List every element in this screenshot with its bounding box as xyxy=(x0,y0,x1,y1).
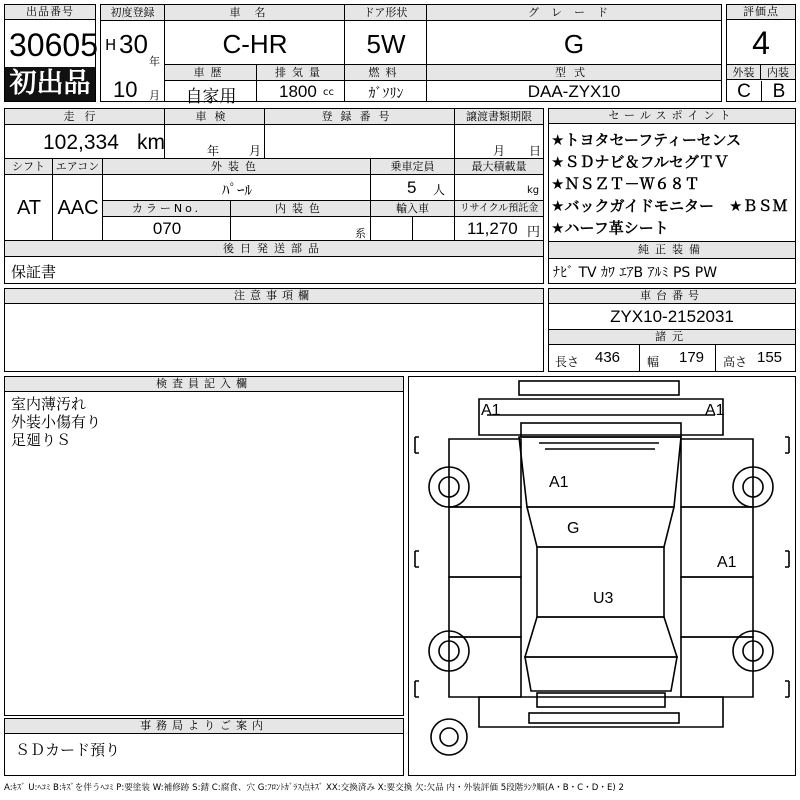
sales-points-block xyxy=(548,108,796,284)
notes-label: 注意事項欄 xyxy=(5,289,543,304)
rear-bumper-plate xyxy=(537,693,665,707)
bracket xyxy=(415,437,419,453)
fuel: ｶﾞｿﾘﾝ xyxy=(368,86,404,102)
width-label: 幅 xyxy=(647,355,660,369)
door-type: 5W xyxy=(366,29,406,59)
recycle-cell xyxy=(455,217,543,241)
front-bumper xyxy=(479,399,723,435)
km-unit: km xyxy=(137,131,165,154)
reg-year-cell xyxy=(101,21,165,68)
left-front-fender xyxy=(449,439,521,507)
recycle-label: リサイクル預託金 xyxy=(455,201,543,217)
aircon: AAC xyxy=(57,197,99,219)
month-unit: 月 xyxy=(149,89,160,102)
inspect-year-unit: 年 xyxy=(207,144,220,158)
seats-cell xyxy=(371,175,455,201)
load-unit: kg xyxy=(527,185,540,196)
import-label: 輸入車 xyxy=(371,201,455,217)
disp-label: 排気量 xyxy=(257,65,345,81)
office-note: ＳＤカード預り xyxy=(15,741,121,759)
regno-cell xyxy=(265,125,455,159)
rear-glass xyxy=(525,617,677,657)
damage-mark: A1 xyxy=(481,402,501,419)
import-cell-a xyxy=(371,217,413,241)
shift-label: シフト xyxy=(5,159,53,175)
inspect-cell xyxy=(165,125,265,159)
sales-point: ★バックガイドモニター ★ＢＳＭ xyxy=(551,197,788,215)
import-cell-b xyxy=(413,217,455,241)
damage-mark: A1 xyxy=(549,474,569,491)
trunk xyxy=(525,657,677,691)
bracket xyxy=(415,551,419,567)
colorno-label: カラーNo. xyxy=(103,201,231,217)
bracket xyxy=(415,681,419,697)
detail-grid xyxy=(4,108,544,284)
reg-month: 10 xyxy=(113,77,138,102)
transfer-month-unit: 月 xyxy=(493,144,506,158)
left-front-door xyxy=(449,507,521,577)
right-rear-door xyxy=(681,577,753,637)
color-number: 070 xyxy=(152,219,182,238)
sales-point: ★トヨタセーフティーセンス xyxy=(551,131,742,149)
ext-grade: C xyxy=(737,81,751,102)
reg-label: 初度登録 xyxy=(101,5,165,21)
height: 155 xyxy=(757,349,783,366)
chassis-block xyxy=(548,288,796,372)
grade-label: グレード xyxy=(427,5,721,21)
intcolor-unit: 系 xyxy=(355,227,366,240)
dims-label: 諸元 xyxy=(549,329,795,345)
fuel-cell xyxy=(345,81,427,101)
name-label: 車名 xyxy=(165,5,345,21)
width: 179 xyxy=(679,349,705,366)
lot-block xyxy=(4,4,96,102)
car-name: C-HR xyxy=(222,29,288,59)
exterior-color: ﾊﾟｰﾙ xyxy=(221,181,252,199)
damage-mark: U3 xyxy=(593,590,614,607)
chassis-number: ZYX10-2152031 xyxy=(610,307,734,326)
fuel-label: 燃料 xyxy=(345,65,427,81)
ac-cell xyxy=(53,175,103,241)
transfer-cell xyxy=(455,125,543,159)
equipment: ﾅﾋﾞ TV ｶﾜ ｴｱB ｱﾙﾐ PS PW xyxy=(553,265,718,281)
inspect-label: 車検 xyxy=(165,109,265,125)
inspector-line: 室内薄汚れ xyxy=(11,395,87,413)
damage-mark: G xyxy=(567,520,580,537)
model: DAA-ZYX10 xyxy=(527,82,621,101)
left-rear-door xyxy=(449,577,521,637)
transfer-day-unit: 日 xyxy=(529,144,542,158)
later-parts: 保証書 xyxy=(11,263,57,281)
damage-mark: A1 xyxy=(705,402,725,419)
ac-label: エアコン xyxy=(53,159,103,175)
notes-block xyxy=(4,288,544,372)
model-cell xyxy=(427,81,721,101)
door-cell xyxy=(345,21,427,65)
int-label: 内装 xyxy=(761,64,795,80)
sales-point: ★ＮＳＺＴ－Ｗ６８Ｔ xyxy=(551,175,700,193)
seat-label: 乗車定員 xyxy=(371,159,455,175)
height-label: 高さ xyxy=(723,355,748,369)
lot-label: 出品番号 xyxy=(5,5,95,20)
windshield xyxy=(527,507,674,547)
shift: AT xyxy=(16,197,42,219)
hood xyxy=(519,437,681,507)
mileage-cell xyxy=(5,125,165,159)
shift-cell xyxy=(5,175,53,241)
sales-point: ★ＳＤナビ＆フルセグＴＶ xyxy=(551,153,729,171)
damage-legend: A:ｷｽﾞ U:ﾍｺﾐ B:ｷｽﾞを伴うﾍｺﾐ P:要塗装 W:補修跡 S:錆 C:腐食、穴 G:ﾌﾛﾝﾄｶﾞﾗｽ点ｷｽﾞ XX:交換済み X:要交換 欠:欠品 内・外装評価 5段階ﾗﾝｸ順(A・B・C・D・E) 2 xyxy=(4,783,624,793)
history-cell xyxy=(165,81,257,107)
grade-cell xyxy=(427,21,721,65)
inspector-notes xyxy=(11,395,101,449)
first-listing-badge: 初出品 xyxy=(5,67,95,101)
model-label: 型式 xyxy=(427,65,721,81)
color-cell xyxy=(103,175,371,201)
seats: 5 xyxy=(407,178,417,197)
inspector-block xyxy=(4,376,404,716)
spare-wheel xyxy=(431,719,467,755)
history-label: 車歴 xyxy=(165,65,257,81)
load-label: 最大積載量 xyxy=(455,159,543,175)
disp-unit: cc xyxy=(323,87,334,98)
length-label: 長さ xyxy=(555,355,580,369)
load-cell xyxy=(455,175,543,201)
sales-points-label: セールスポイント xyxy=(549,109,795,124)
door-label: ドア形状 xyxy=(345,5,427,21)
history: 自家用 xyxy=(185,87,237,107)
intcolor-label: 内装色 xyxy=(231,201,371,217)
name-cell xyxy=(165,21,345,65)
reg-month-cell xyxy=(101,65,165,101)
regno-label: 登録番号 xyxy=(265,109,455,125)
displacement: 1800 xyxy=(279,82,317,101)
length: 436 xyxy=(595,349,621,366)
car-damage-diagram xyxy=(409,377,795,775)
lot-number: 30605 xyxy=(9,27,98,63)
office-label: 事務局よりご案内 xyxy=(5,719,403,734)
score-block xyxy=(726,4,796,102)
color-label: 外装色 xyxy=(103,159,371,175)
seat-unit: 人 xyxy=(433,183,446,197)
sales-points-list xyxy=(551,129,787,239)
intcolor-cell xyxy=(231,217,371,241)
car-diagram-block xyxy=(408,376,796,776)
year-unit: 年 xyxy=(149,55,160,68)
inspector-line: 足廻りＳ xyxy=(11,431,72,449)
chassis-label: 車台番号 xyxy=(549,289,795,304)
later-parts-label: 後日発送部品 xyxy=(5,241,543,257)
disp-cell xyxy=(257,81,345,101)
inspector-label: 検査員記入欄 xyxy=(5,377,403,392)
damage-mark: A1 xyxy=(717,554,737,571)
score-label: 評価点 xyxy=(727,5,795,20)
recycle-fee: 11,270 xyxy=(467,219,518,238)
score: 4 xyxy=(752,25,770,61)
grade: G xyxy=(563,29,585,59)
reg-year: 30 xyxy=(119,29,148,59)
mileage-label: 走行 xyxy=(5,109,165,125)
inspector-line: 外装小傷有り xyxy=(11,413,102,431)
int-grade: B xyxy=(761,81,796,101)
equipment-label: 純正装備 xyxy=(549,241,795,259)
right-front-fender xyxy=(681,439,753,507)
bracket xyxy=(785,437,789,453)
bracket xyxy=(785,681,789,697)
colorno-cell xyxy=(103,217,231,241)
yen-unit: 円 xyxy=(527,225,541,240)
front-bumper-frame xyxy=(519,381,679,395)
ext-label: 外装 xyxy=(727,64,761,80)
bracket xyxy=(785,551,789,567)
inspect-month-unit: 月 xyxy=(249,144,262,158)
era: H xyxy=(105,36,117,54)
office-block xyxy=(4,718,404,776)
sales-point: ★ハーフ革シート xyxy=(551,219,669,237)
transfer-label: 譲渡書類期限 xyxy=(455,109,543,125)
mileage: 102,334 xyxy=(43,131,119,154)
vehicle-info-grid xyxy=(100,4,722,107)
